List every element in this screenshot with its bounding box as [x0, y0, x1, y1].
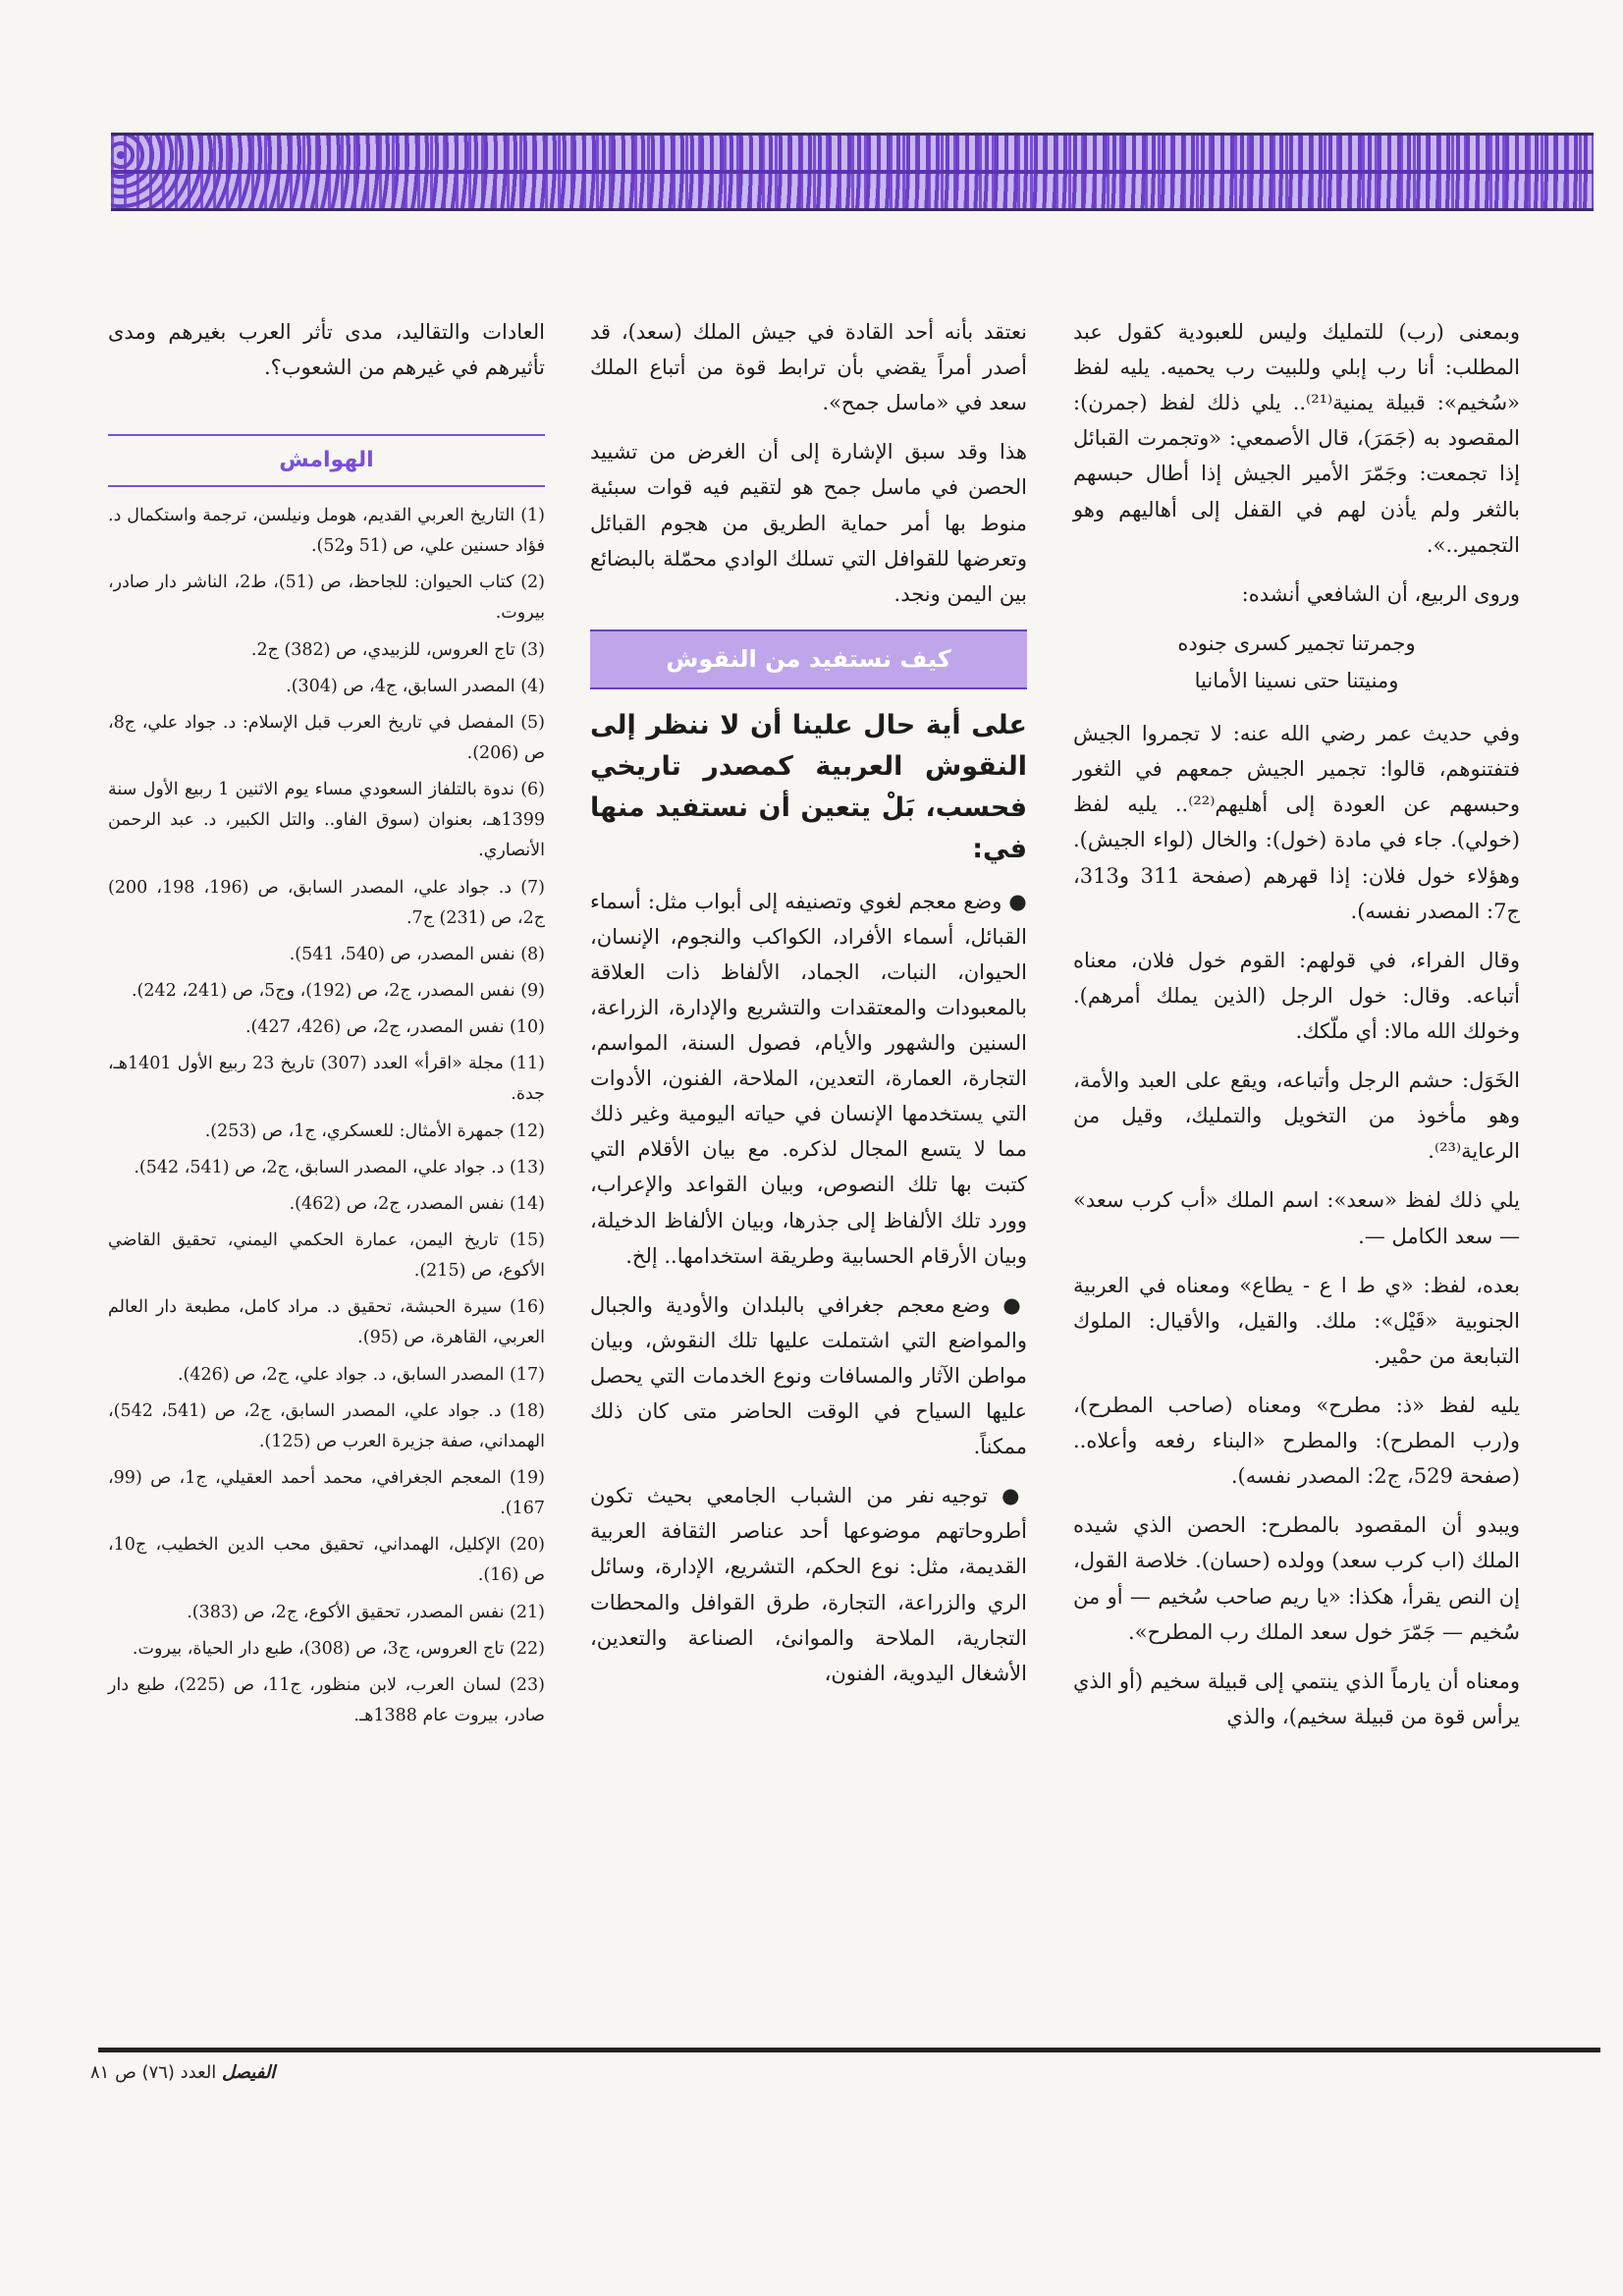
footnote: (2) كتاب الحيوان: للجاحظ، ص (51)، ط2، الناشر دار صادر، بيروت.: [108, 573, 545, 624]
footnotes-title: الهوامش: [108, 434, 545, 487]
page-footer: [90, 2062, 275, 2083]
paragraph: بعده، لفظ: «ي ط ا ع - يطاع» ومعناه في العربية الجنوبية «قَيْل»: ملك. والقيل، والأقيال: الملوك التبابعة من حمْير.: [1073, 1273, 1520, 1368]
footnote: (13) د. جواد علي، المصدر السابق، ج2، ص (541، 542).: [134, 1157, 545, 1177]
footnote: (3) تاج العروس، للزبيدي، ص (382) ج2.: [250, 639, 545, 660]
paragraph: وبمعنى (رب) للتمليك وليس للعبودية كقول عبد المطلب: أنا رب إبلي وللبيت رب يحميه. يليه لفظ «سُخيم»: قبيلة يمنية⁽²¹⁾.. يلي ذلك لفظ (جمرن): المقصود به (جَمَرَ)، قال الأصمعي: «وتجمرت القبائل إذا تجمعت: وجَمّرَ الأمير الجيش إذا أطال حبسهم بالثغر ولم يأذن لهم في القفل إلى أهاليهم وهو التجمير..».: [1073, 320, 1520, 557]
footnote: (11) مجلة «اقرأ» العدد (307) تاريخ 23 ربيع الأول 1401هـ، جدة.: [108, 1054, 545, 1105]
paragraph: يليه لفظ «ذ: مطرح» ومعناه (صاحب المطرح)، و(رب المطرح): والمطرح «البناء رفعه وأعلاه.. (صفحة 529، ج2: المصدر نفسه).: [1073, 1393, 1520, 1489]
footer-rule: [98, 2048, 1600, 2052]
footnote: (4) المصدر السابق، ج4، ص (304).: [286, 676, 545, 696]
footnote: (22) تاج العروس، ج3، ص (308)، طبع دار الحياة، بيروت.: [132, 1638, 545, 1659]
footnote: (18) د. جواد علي، المصدر السابق، ج2، ص (541، 542)، الهمداني، صفة جزيرة العرب ص (125).: [108, 1400, 545, 1451]
verse-line: ومنيتنا حتى نسينا الأمانيا: [1194, 668, 1399, 692]
footnote: (5) المفصل في تاريخ العرب قبل الإسلام: د. جواد علي، ج8، ص (206).: [108, 712, 545, 764]
decorative-header-band: [111, 133, 1594, 211]
bullet-item: ● وضع معجم جغرافي بالبلدان والأودية والجبال والمواضع التي اشتملت عليها تلك النقوش، وبيان مواطن الآثار والمسافات ونوع الخدمات التي يحصل عليها السياح في الوقت الحاضر متى كان ذلك ممكناً.: [590, 1287, 1027, 1465]
article-column-right: [1073, 314, 1520, 1748]
paragraph: ويبدو أن المقصود بالمطرح: الحصن الذي شيده الملك (اب كرب سعد) وولده (حسان). خلاصة القول، إن النص يقرأ، هكذا: «يا ريم صاحب سُخيم — أو من سُخيم — جَمّرَ خول سعد الملك رب المطرح».: [1073, 1513, 1520, 1644]
footnote: (8) نفس المصدر، ص (540، 541).: [289, 944, 545, 964]
verse-line: وجمرتنا تجمير كسرى جنوده: [1177, 630, 1416, 655]
paragraph: العادات والتقاليد، مدى تأثر العرب بغيرهم ومدى تأثيرهم في غيرهم من الشعوب؟.: [108, 320, 545, 380]
bullet-item: ● وضع معجم لغوي وتصنيفه إلى أبواب مثل: أسماء القبائل، أسماء الأفراد، الكواكب والنجوم، الإنسان، الحيوان، النبات، الجماد، الألفاظ ذات العلاقة بالمعبودات والمعتقدات والتشريع والإدارة، الزراعة، السنين والشهور والأيام، فصول السنة، المواسم، التجارة، العمارة، التعدين، الملاحة، الفنون، الأدوات التي يستخدمها الإنسان في حياته اليومية وغير ذلك مما لا يتسع المجال لذكره. مع بيان الأقلام التي كتبت بها تلك النصوص، وبيان القواعد والإعراب، وورد تلك الألفاظ إلى جذرها، وبيان الألفاظ الدخيلة، وبيان الأرقام الحسابية وطريقة استخدامها.. إلخ.: [590, 884, 1027, 1274]
paragraph: ومعناه أن يارماً الذي ينتمي إلى قبيلة سخيم (أو الذي يرأس قوة من قبيلة سخيم)، والذي: [1073, 1668, 1520, 1728]
bullet-item: ● توجيه نفر من الشباب الجامعي بحيث تكون أطروحاتهم موضوعها أحد عناصر الثقافة العربية القديمة، مثل: نوع الحكم، التشريع، الإدارة، وسائل الري والزراعة، التجارة، طرق القوافل والمحطات التجارية، الملاحة والموانئ، الصناعة والتعدين، الأشغال اليدوية، الفنون،: [590, 1478, 1027, 1691]
footnote: (14) نفس المصدر، ج2، ص (462).: [289, 1193, 545, 1214]
magazine-logo: الفيصل: [222, 2062, 276, 2083]
footnote: (15) تاريخ اليمن، عمارة الحكمي اليمني، تحقيق القاضي الأكوع، ص (215).: [108, 1230, 545, 1282]
poem-verse: [1073, 626, 1520, 698]
footnotes-list: [108, 501, 545, 1731]
footnote: (9) نفس المصدر، ج2، ص (192)، وج5، ص (241، 242).: [131, 981, 545, 1002]
footnote: (20) الإكليل، الهمداني، تحقيق محب الدين الخطيب، ج10، ص (16).: [108, 1535, 545, 1586]
paragraph: وفي حديث عمر رضي الله عنه: لا تجمروا الجيش فتفتنوهم، قالوا: تجمير الجيش جمعهم في الثغور وحبسهم عن العودة إلى أهليهم⁽²²⁾.. يليه لفظ (خولي). جاء في مادة (خول): والخال (لواء الجيش). وهؤلاء خول فلان: إذا قهرهم (صفحة 311 و313، ج7: المصدر نفسه).: [1073, 722, 1520, 923]
article-column-middle: [590, 314, 1027, 1705]
paragraph: نعتقد بأنه أحد القادة في جيش الملك (سعد)، قد أصدر أمراً يقضي بأن ترابط قوة من أتباع الملك سعد في «ماسل جمح».: [590, 320, 1027, 415]
footnote: (21) نفس المصدر، تحقيق الأكوع، ج2، ص (383).: [187, 1602, 545, 1622]
lead-paragraph: على أية حال علينا أن لا ننظر إلى النقوش العربية كمصدر تاريخي فحسب، بَلْ يتعين أن نستفيد منها في:: [590, 710, 1027, 864]
section-heading: كيف نستفيد من النقوش: [590, 629, 1027, 689]
paragraph: وقال الفراء، في قولهم: القوم خول فلان، معناه أتباعه. وقال: خول الرجل (الذين يملك أمرهم). وخولك الله مالا: أي ملّكك.: [1073, 948, 1520, 1043]
footnote: (1) التاريخ العربي القديم، هومل ونيلسن، ترجمة واستكمال د. فؤاد حسنين علي، ص (51 و52).: [108, 506, 545, 557]
footnote: (6) ندوة بالتلفاز السعودي مساء يوم الاثنين 1 ربيع الأول سنة 1399هـ، بعنوان (سوق الفاو.. والتل الكبير، د. عبد الرحمن الأنصاري.: [108, 780, 545, 861]
issue-page-number: العدد (٧٦) ص ٨١: [90, 2062, 217, 2083]
footnote: (17) المصدر السابق، د. جواد علي، ج2، ص (426).: [177, 1364, 545, 1385]
footnote: (16) سيرة الحبشة، تحقيق د. مراد كامل، مطبعة دار العالم العربي، القاهرة، ص (95).: [108, 1297, 545, 1348]
footnote: (19) المعجم الجغرافي، محمد أحمد العقيلي، ج1، ص (99، 167).: [108, 1467, 545, 1519]
footnote: (7) د. جواد علي، المصدر السابق، ص (196، 198، 200) ج2، ص (231) ج7.: [108, 877, 545, 928]
footnote: (10) نفس المصدر، ج2، ص (426، 427).: [244, 1017, 545, 1038]
footnote: (12) جمهرة الأمثال: للعسكري، ج1، ص (253).: [204, 1121, 545, 1141]
paragraph: هذا وقد سبق الإشارة إلى أن الغرض من تشييد الحصن في ماسل جمح هو لتقيم فيه قوات سبئية منوط بها أمر حماية الطريق من هجوم القبائل وتعرضها للقوافل التي تسلك الوادي محمّلة بالبضائع بين اليمن ونجد.: [590, 440, 1027, 606]
footnote: (23) لسان العرب، لابن منظور، ج11، ص (225)، طبع دار صادر، بيروت عام 1388هـ.: [108, 1674, 545, 1725]
article-column-left: [108, 314, 545, 1737]
paragraph: يلي ذلك لفظ «سعد»: اسم الملك «أب كرب سعد» — سعد الكامل —.: [1073, 1188, 1520, 1248]
paragraph: الخَوَل: حشم الرجل وأتباعه، ويقع على العبد والأمة، وهو مأخوذ من التخويل والتمليك، وقيل من الرعاية⁽²³⁾.: [1073, 1068, 1520, 1164]
paragraph: وروى الربيع، أن الشافعي أنشده:: [1241, 581, 1520, 606]
band-center-line: [111, 170, 1594, 174]
